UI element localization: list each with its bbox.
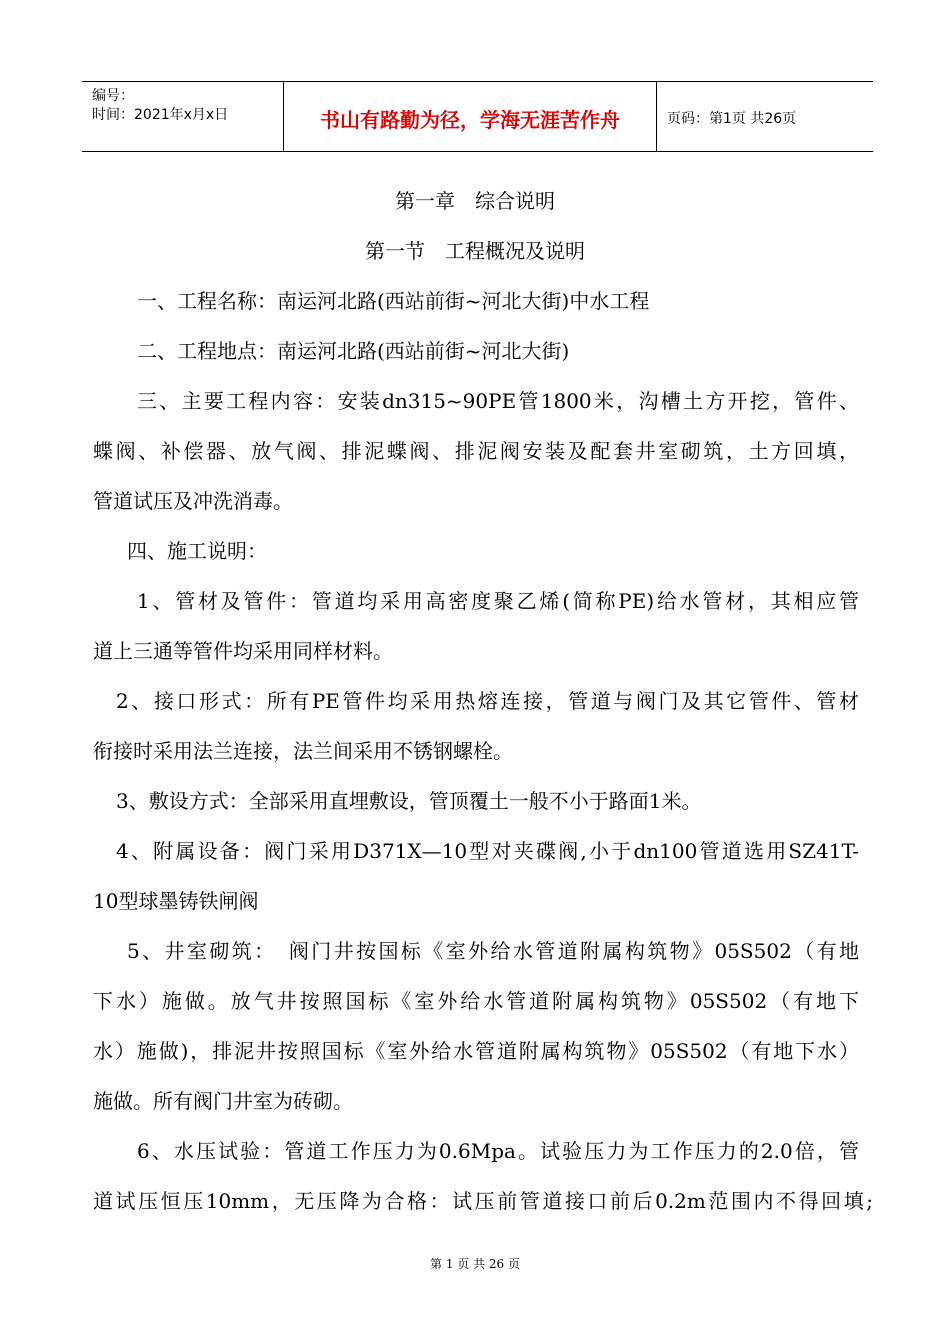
body-line: 1、管材及管件：管道均采用高密度聚乙烯(简称PE)给水管材，其相应管 [137, 589, 859, 613]
body-line: 下水）施做。放气井按照国标《室外给水管道附属构筑物》05S502（有地下 [93, 989, 859, 1013]
body-line: 二、工程地点：南运河北路(西站前街~河北大街) [137, 339, 570, 363]
body-line: 3、敷设方式：全部采用直埋敷设，管顶覆土一般不小于路面1米。 [116, 789, 702, 813]
body-line: 道试压恒压10mm，无压降为合格：试压前管道接口前后0.2m范围内不得回填; [93, 1189, 873, 1213]
body-line: 5、井室砌筑： 阀门井按国标《室外给水管道附属构筑物》05S502（有地 [127, 939, 859, 963]
body-line: 10型球墨铸铁闸阀 [93, 889, 259, 913]
page-footer: 第 1 页 共 26 页 [430, 1257, 520, 1271]
document-time-label: 时间：2021年x月x日 [92, 107, 229, 123]
header-motto: 书山有路勤为径，学海无涯苦作舟 [320, 108, 620, 132]
body-line: 6、水压试验：管道工作压力为0.6Mpa。试验压力为工作压力的2.0倍，管 [137, 1139, 859, 1163]
document-number-label: 编号： [92, 88, 134, 104]
header-motto-cell [284, 82, 657, 151]
body-line: 施做。所有阀门井室为砖砌。 [93, 1089, 353, 1113]
body-line: 4、附属设备：阀门采用D371X—10型对夹碟阀,小于dn100管道选用SZ41T- [116, 839, 859, 863]
body-line: 蝶阀、补偿器、放气阀、排泥蝶阀、排泥阀安装及配套井室砌筑，土方回填， [93, 439, 859, 463]
page-header [82, 81, 873, 152]
body-line: 道上三通等管件均采用同样材料。 [93, 639, 393, 663]
body-line: 衔接时采用法兰连接，法兰间采用不锈钢螺栓。 [93, 739, 513, 763]
section-title: 第一节 工程概况及说明 [365, 239, 585, 263]
body-line: 四、施工说明： [127, 539, 267, 563]
body-line: 管道试压及冲洗消毒。 [93, 489, 293, 513]
body-line: 一、工程名称：南运河北路(西站前街~河北大街)中水工程 [137, 289, 650, 313]
header-page-cell [657, 82, 873, 151]
header-meta-cell [82, 82, 284, 151]
chapter-title: 第一章 综合说明 [395, 189, 555, 213]
body-line: 三、主要工程内容：安装dn315~90PE管1800米，沟槽土方开挖，管件、 [137, 389, 859, 413]
header-page-info: 页码：第1页 共26页 [667, 111, 797, 127]
body-line: 2、接口形式：所有PE管件均采用热熔连接，管道与阀门及其它管件、管材 [116, 689, 859, 713]
body-line: 水）施做)，排泥井按照国标《室外给水管道附属构筑物》05S502（有地下水） [93, 1039, 859, 1063]
